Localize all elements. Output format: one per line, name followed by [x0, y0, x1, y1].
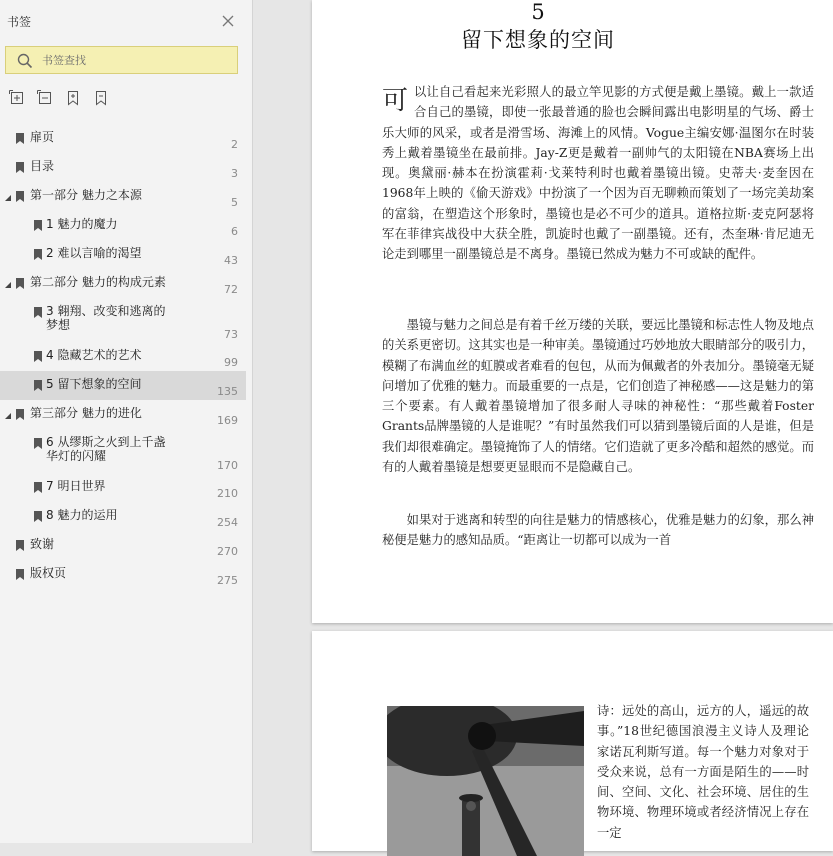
expand-all-icon[interactable] — [9, 90, 25, 106]
collapse-arrow-icon[interactable] — [4, 409, 12, 417]
bookmark-list — [0, 124, 252, 589]
collapse-arrow-icon[interactable] — [4, 191, 12, 199]
bookmark-label: 致谢 — [30, 537, 55, 551]
bookmark-item[interactable] — [0, 298, 252, 342]
search-icon — [17, 53, 33, 69]
bookmark-icon — [16, 569, 24, 583]
bookmark-page: 135 — [217, 385, 238, 398]
search-input[interactable] — [42, 51, 222, 69]
bookmark-item[interactable] — [0, 400, 252, 429]
panel-title: 书签 — [7, 15, 32, 29]
bookmark-item[interactable] — [0, 502, 252, 531]
bookmark-item[interactable] — [0, 211, 252, 240]
bookmark-label: 版权页 — [30, 566, 67, 580]
bookmark-page: 210 — [217, 487, 238, 500]
bookmark-item[interactable] — [0, 429, 252, 473]
chapter-title: 留下想象的空间 — [461, 28, 615, 52]
bookmark-icon — [34, 249, 42, 263]
close-icon[interactable] — [221, 13, 235, 27]
bookmark-page: 73 — [224, 328, 238, 341]
bookmark-label: 2 难以言喻的渴望 — [46, 246, 142, 260]
bookmark-label: 8 魅力的运用 — [46, 508, 118, 522]
bookmark-icon — [34, 220, 42, 234]
bookmark-label: 扉页 — [30, 130, 55, 144]
bookmark-page: 6 — [231, 225, 238, 238]
bookmark-icon — [16, 133, 24, 147]
bookmark-page: 72 — [224, 283, 238, 296]
bookmark-page: 5 — [231, 196, 238, 209]
document-viewer[interactable] — [253, 0, 833, 843]
paragraph — [382, 82, 814, 265]
paragraph-text: 以让自己看起来光彩照人的最立竿见影的方式便是戴上墨镜。戴上一款适合自己的墨镜，即使一张最普通的脸也会瞬间露出电影明星的气场、爵士乐大师的风采，或者是滑雪场、海滩上的风情。Vogue主编安娜·温图尔在时装秀上戴着墨镜坐在最前排。Jay-Z更是戴着一副帅气的太阳镜在NBA赛场上出现。奥黛丽·赫本在扮演霍莉·戈莱特利时也戴着墨镜出镜。史蒂夫·麦奎因在1968年上映的《偷天游戏》中扮演了一个因为百无聊赖而策划了一场完美劫案的富翁，在塑造这个形象时，墨镜也是必不可少的道具。道格拉斯·麦克阿瑟将军在菲律宾战役中大获全胜，凯旋时也戴了一副墨镜。还有，杰奎琳·肯尼迪无论走到哪里一副墨镜总是不离身。墨镜已然成为魅力不可或缺的配件。 — [382, 85, 814, 262]
bookmark-label: 7 明日世界 — [46, 479, 106, 493]
bookmark-icon — [34, 511, 42, 525]
bookmark-icon — [16, 191, 24, 205]
drop-cap: 可 — [382, 86, 409, 116]
bookmark-label: 1 魅力的魔力 — [46, 217, 118, 231]
bookmark-icon — [16, 162, 24, 176]
chapter-number: 5 — [531, 0, 545, 24]
bookmark-icon — [16, 540, 24, 554]
bookmark-icon — [34, 380, 42, 394]
bookmark-page: 170 — [217, 459, 238, 472]
bookmark-item-selected[interactable] — [0, 371, 246, 400]
document-page — [312, 631, 833, 851]
bookmark-page: 275 — [217, 574, 238, 587]
bookmark-label: 第二部分 魅力的构成元素 — [30, 275, 166, 289]
bookmark-label: 目录 — [30, 159, 55, 173]
bookmark-label: 6 从缪斯之火到上千盏 — [46, 435, 166, 449]
add-bookmark-icon[interactable] — [65, 90, 81, 106]
bookmark-item[interactable] — [0, 531, 252, 560]
paragraph: 墨镜与魅力之间总是有着千丝万缕的关联，要远比墨镜和标志性人物及地点的关系更密切。这其实也是一种审美。墨镜通过巧妙地放大眼睛部分的吸引力，模糊了布满血丝的虹膜或者难看的包包，从而为佩戴者的外表加分。墨镜毫无疑问增加了优雅的魅力。而最重要的一点是，它们创造了神秘感——这是魅力的第三个要素。有人戴着墨镜增加了很多耐人寻味的神秘性：“那些戴着Foster Grants品牌墨镜的人是谁呢？”有时虽然我们可以猜到墨镜后面的人是谁，但是我们却很难确定。墨镜掩饰了人的情绪。它们造就了更多冷酷和超然的感觉。而有的人戴着墨镜是想要更显眼而不是隐藏自己。 — [382, 318, 814, 475]
bookmark-page: 169 — [217, 414, 238, 427]
bookmark-icon — [34, 351, 42, 365]
bookmark-item[interactable] — [0, 124, 252, 153]
bookmark-label: 5 留下想象的空间 — [46, 377, 142, 391]
document-page — [312, 0, 833, 623]
bookmark-page: 43 — [224, 254, 238, 267]
bookmark-icon — [16, 278, 24, 292]
bookmark-label: 梦想 — [46, 318, 71, 332]
bookmark-icon — [34, 482, 42, 496]
delete-bookmark-icon[interactable] — [93, 90, 109, 106]
bookmark-label: 4 隐藏艺术的艺术 — [46, 348, 142, 362]
bookmark-item[interactable] — [0, 473, 252, 502]
bookmark-panel — [0, 0, 253, 843]
bookmark-label: 第三部分 魅力的进化 — [30, 406, 142, 420]
bookmark-icon — [34, 307, 42, 321]
paragraph: 诗：远处的高山，远方的人，遥远的故事。”18世纪德国浪漫主义诗人及理论家诺瓦利斯写道。每一个魅力对象对于受众来说，总有一方面是陌生的——时间、空间、文化、社会环境、居住的生物环境、物理环境或者经济情况上存在一定 — [597, 704, 809, 840]
collapse-all-icon[interactable] — [37, 90, 53, 106]
bookmark-page: 270 — [217, 545, 238, 558]
bookmark-search[interactable] — [5, 46, 238, 74]
bookmark-icon — [16, 409, 24, 423]
bookmark-item[interactable] — [0, 153, 252, 182]
bookmark-item[interactable] — [0, 560, 252, 589]
bookmark-page: 99 — [224, 356, 238, 369]
paragraph: 如果对于逃离和转型的向往是魅力的情感核心，优雅是魅力的幻象，那么神秘便是魅力的感知品质。“距离让一切都可以成为一首 — [382, 513, 814, 548]
bookmark-item[interactable] — [0, 269, 252, 298]
bookmark-item[interactable] — [0, 182, 252, 211]
bookmark-item[interactable] — [0, 240, 252, 269]
bookmark-page: 254 — [217, 516, 238, 529]
bookmark-label: 3 翱翔、改变和逃离的 — [46, 304, 166, 318]
bookmark-label: 华灯的闪耀 — [46, 449, 107, 463]
bookmark-page: 3 — [231, 167, 238, 180]
bookmark-icon — [34, 438, 42, 452]
bookmark-label: 第一部分 魅力之本源 — [30, 188, 142, 202]
bookmark-page: 2 — [231, 138, 238, 151]
bookmark-item[interactable] — [0, 342, 252, 371]
collapse-arrow-icon[interactable] — [4, 278, 12, 286]
propeller-photo — [387, 706, 584, 856]
